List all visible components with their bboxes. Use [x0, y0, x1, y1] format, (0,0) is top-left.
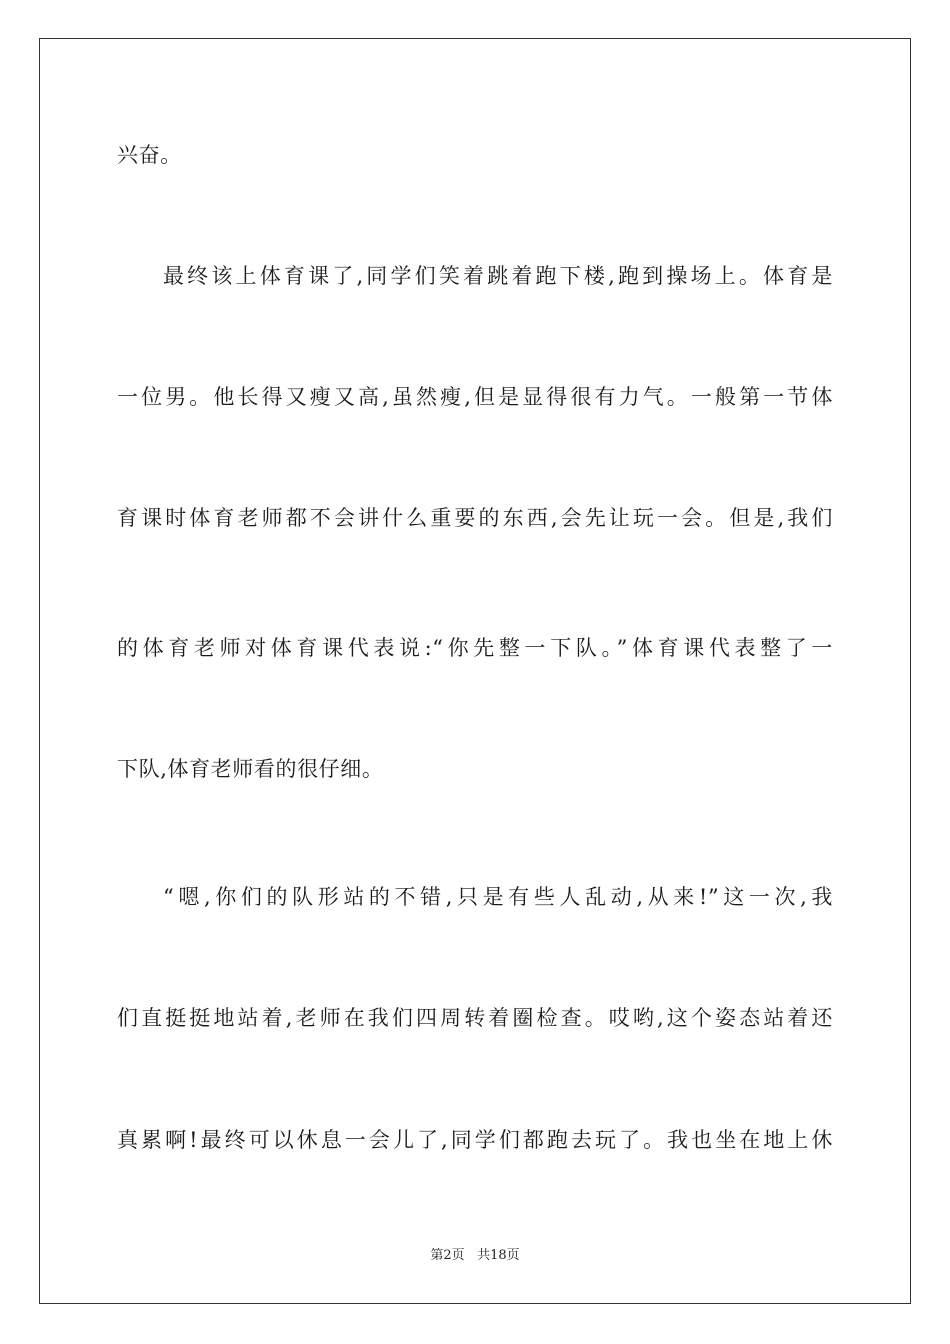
- text-line-8: 们直挺挺地站着,老师在我们四周转着圈检查。哎哟,这个姿态站着还: [117, 1006, 833, 1030]
- text-line-4: 育课时体育老师都不会讲什么重要的东西,会先让玩一会。但是,我们: [117, 506, 833, 530]
- page-number: 第2页: [430, 1248, 465, 1263]
- text-line-1: 兴奋。: [117, 143, 182, 167]
- total-pages: 共18页: [477, 1248, 520, 1263]
- text-line-3: 一位男。他长得又瘦又高,虽然瘦,但是显得很有力气。一般第一节体: [117, 385, 833, 409]
- text-line-6: 下队,体育老师看的很仔细。: [117, 757, 384, 781]
- text-line-9: 真累啊!最终可以休息一会儿了,同学们都跑去玩了。我也坐在地上休: [117, 1128, 833, 1152]
- text-line-5: 的体育老师对体育课代表说:“你先整一下队。”体育课代表整了一: [117, 636, 833, 660]
- text-line-2: 最终该上体育课了,同学们笑着跳着跑下楼,跑到操场上。体育是: [163, 264, 833, 288]
- page-footer: [0, 1247, 950, 1265]
- text-line-7: “嗯,你们的队形站的不错,只是有些人乱动,从来!”这一次,我: [163, 885, 833, 909]
- page-border: [39, 38, 911, 1304]
